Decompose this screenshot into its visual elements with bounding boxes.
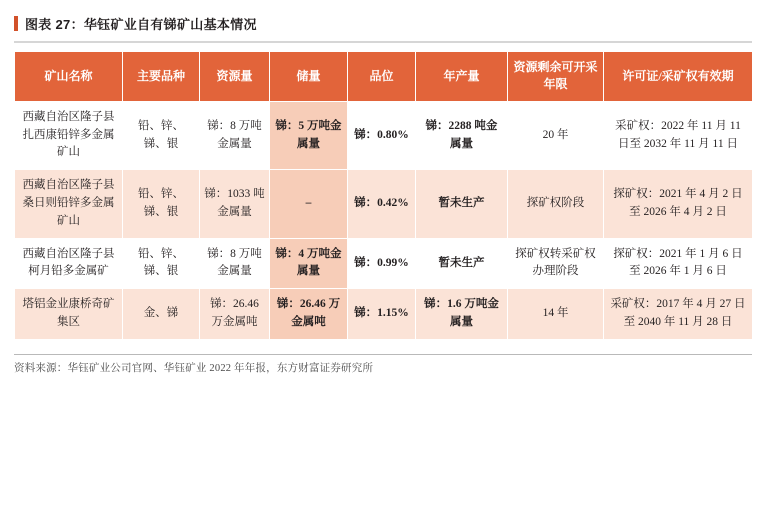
cell-variety: 铅、锌、锑、银	[123, 170, 200, 238]
cell-resource: 锑：26.46 万金属吨	[200, 289, 270, 340]
cell-annual-output: 锑：1.6 万吨金属量	[416, 289, 508, 340]
mine-info-table	[14, 51, 753, 340]
cell-license-validity: 探矿权：2021 年 4 月 2 日至 2026 年 4 月 2 日	[604, 170, 753, 238]
table-row	[15, 289, 753, 340]
table-row	[15, 101, 753, 169]
title-accent-bar	[14, 16, 18, 31]
cell-grade: 锑：0.99%	[348, 238, 416, 289]
cell-grade: 锑：0.42%	[348, 170, 416, 238]
column-header-grade: 品位	[348, 52, 416, 102]
cell-remaining-years: 14 年	[508, 289, 604, 340]
cell-annual-output: 暂未生产	[416, 238, 508, 289]
cell-mine-name: 塔铝金业康桥奇矿集区	[15, 289, 123, 340]
cell-variety: 金、锑	[123, 289, 200, 340]
cell-reserve: 锑：5 万吨金属量	[270, 101, 348, 169]
cell-resource: 锑：1033 吨金属量	[200, 170, 270, 238]
figure-title-row	[14, 0, 752, 39]
cell-grade: 锑：0.80%	[348, 101, 416, 169]
column-header-reserve: 储量	[270, 52, 348, 102]
cell-license-validity: 探矿权：2021 年 1 月 6 日至 2026 年 1 月 6 日	[604, 238, 753, 289]
cell-resource: 锑：8 万吨金属量	[200, 101, 270, 169]
cell-grade: 锑：1.15%	[348, 289, 416, 340]
cell-remaining-years: 20 年	[508, 101, 604, 169]
cell-reserve: 锑：26.46 万金属吨	[270, 289, 348, 340]
cell-mine-name: 西藏自治区隆子县柯月铅多金属矿	[15, 238, 123, 289]
cell-remaining-years: 探矿权阶段	[508, 170, 604, 238]
cell-license-validity: 采矿权：2017 年 4 月 27 日至 2040 年 11 月 28 日	[604, 289, 753, 340]
cell-annual-output: 暂未生产	[416, 170, 508, 238]
figure-label: 图表 27：	[25, 17, 84, 32]
cell-variety: 铅、锌、锑、银	[123, 238, 200, 289]
column-header-license-validity: 许可证/采矿权有效期	[604, 52, 753, 102]
cell-license-validity: 采矿权：2022 年 11 月 11 日至 2032 年 11 月 11 日	[604, 101, 753, 169]
cell-mine-name: 西藏自治区隆子县扎西康铅锌多金属矿山	[15, 101, 123, 169]
cell-remaining-years: 探矿权转采矿权办理阶段	[508, 238, 604, 289]
title-divider	[14, 41, 752, 43]
column-header-variety: 主要品种	[123, 52, 200, 102]
column-header-annual-output: 年产量	[416, 52, 508, 102]
cell-resource: 锑：8 万吨金属量	[200, 238, 270, 289]
table-row	[15, 238, 753, 289]
table-header-row	[15, 52, 753, 102]
source-note: 资料来源：华钰矿业公司官网、华钰矿业 2022 年年报，东方财富证券研究所	[14, 362, 374, 374]
cell-reserve: 锑：4 万吨金属量	[270, 238, 348, 289]
column-header-mine-name: 矿山名称	[15, 52, 123, 102]
column-header-remaining-years: 资源剩余可开采年限	[508, 52, 604, 102]
cell-reserve: –	[270, 170, 348, 238]
page-title: 华钰矿业自有锑矿山基本情况	[83, 17, 257, 32]
table-row	[15, 170, 753, 238]
column-header-resource: 资源量	[200, 52, 270, 102]
cell-variety: 铅、锌、锑、银	[123, 101, 200, 169]
cell-mine-name: 西藏自治区隆子县桑日则铅锌多金属矿山	[15, 170, 123, 238]
cell-annual-output: 锑：2288 吨金属量	[416, 101, 508, 169]
